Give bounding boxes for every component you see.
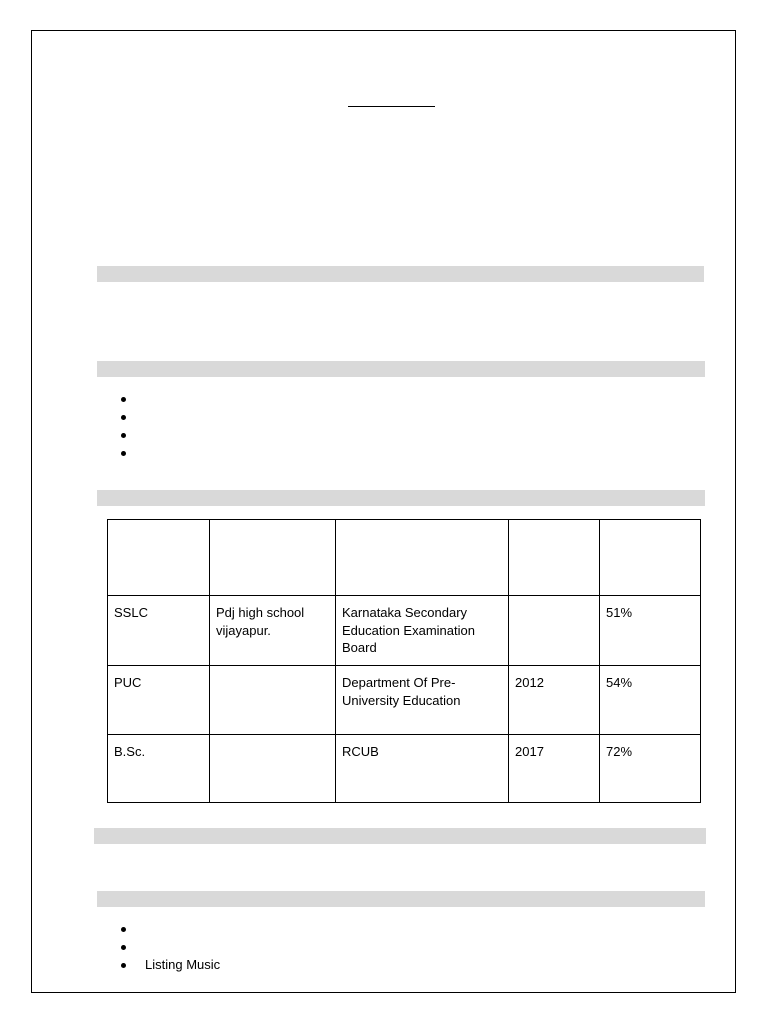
- education-table: [107, 519, 701, 803]
- header-cell: [210, 520, 336, 596]
- institution-cell: [210, 735, 336, 803]
- hobbies-list: [120, 920, 220, 974]
- list-item: [120, 938, 220, 956]
- section-bar-education: [97, 490, 705, 506]
- course-cell: SSLC: [108, 596, 210, 666]
- list-item: [120, 390, 145, 408]
- header-cell: [108, 520, 210, 596]
- institution-cell: Pdj high school vijayapur.: [210, 596, 336, 666]
- percentage-cell: 72%: [600, 735, 701, 803]
- page-border: [31, 30, 736, 993]
- list-item: [120, 408, 145, 426]
- year-cell: [509, 596, 600, 666]
- list-item: Listing Music: [120, 956, 220, 974]
- header-cell: [600, 520, 701, 596]
- board-cell: Department Of Pre-University Education: [336, 666, 509, 735]
- course-cell: PUC: [108, 666, 210, 735]
- percentage-cell: 51%: [600, 596, 701, 666]
- list-item: [120, 426, 145, 444]
- section-bar-experience: [94, 828, 706, 844]
- board-cell: Karnataka Secondary Education Examination Board: [336, 596, 509, 666]
- year-cell: 2012: [509, 666, 600, 735]
- header-cell: [509, 520, 600, 596]
- skills-list: [120, 390, 145, 462]
- board-cell: RCUB: [336, 735, 509, 803]
- year-cell: 2017: [509, 735, 600, 803]
- table-row: [108, 666, 701, 735]
- title-underline: [348, 106, 435, 107]
- header-cell: [336, 520, 509, 596]
- institution-cell: [210, 666, 336, 735]
- list-item: [120, 920, 220, 938]
- percentage-cell: 54%: [600, 666, 701, 735]
- section-bar-skills: [97, 361, 705, 377]
- table-header-row: [108, 520, 701, 596]
- section-bar-hobbies: [97, 891, 705, 907]
- table-row: [108, 735, 701, 803]
- table-row: [108, 596, 701, 666]
- course-cell: B.Sc.: [108, 735, 210, 803]
- section-bar-objective: [97, 266, 704, 282]
- list-item: [120, 444, 145, 462]
